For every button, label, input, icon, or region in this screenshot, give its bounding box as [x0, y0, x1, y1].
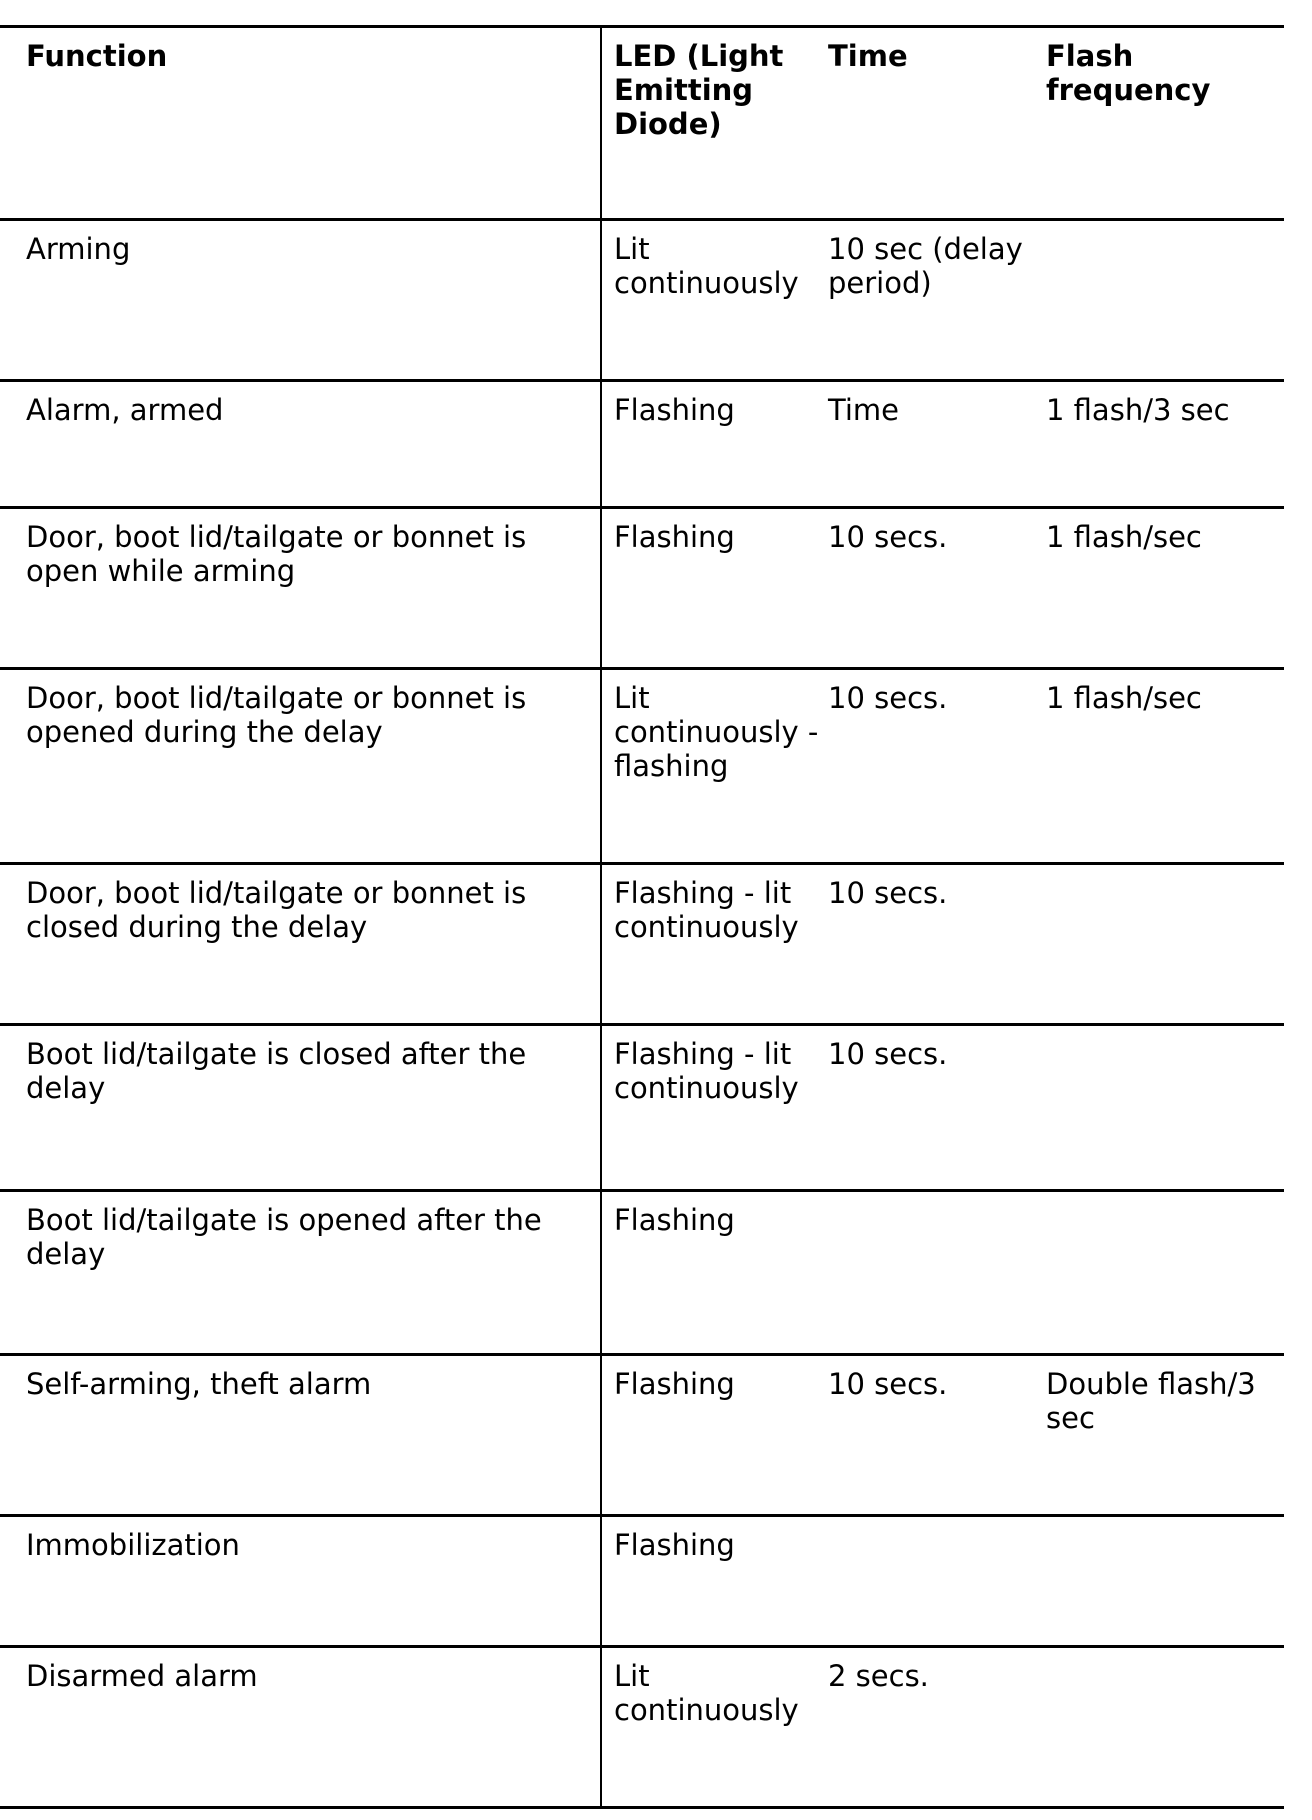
- cell-flash: [1040, 220, 1284, 381]
- table-row: [0, 1025, 1284, 1191]
- cell-flash: 1 flash/sec: [1046, 681, 1202, 715]
- header-flash-frequency: Flash frequency: [1046, 39, 1211, 107]
- header-led: LED (Light Emitting Diode): [614, 39, 784, 141]
- cell-time: 10 secs.: [828, 520, 948, 554]
- cell-led: Flashing: [614, 393, 735, 427]
- cell-led: Flashing - lit continuously: [614, 1037, 799, 1105]
- table-row: [0, 220, 1284, 381]
- cell-led: Lit continuously: [614, 232, 799, 300]
- table-row: [0, 1647, 1284, 1808]
- cell-function: Door, boot lid/tailgate or bonnet is closed during the delay: [0, 864, 601, 1025]
- header-function: Function: [0, 27, 601, 220]
- cell-time: Time: [828, 393, 899, 427]
- cell-function: Immobilization: [0, 1516, 601, 1647]
- cell-function: Arming: [0, 220, 601, 381]
- cell-flash: [1040, 1191, 1284, 1355]
- table-row: [0, 508, 1284, 669]
- cell-flash: 1 flash/sec: [1046, 520, 1202, 554]
- cell-flash: [1040, 1025, 1284, 1191]
- cell-time: [822, 1516, 1040, 1647]
- cell-flash: [1040, 1516, 1284, 1647]
- cell-function: Door, boot lid/tailgate or bonnet is opened during the delay: [0, 669, 601, 864]
- cell-time: 10 sec (delay period): [828, 232, 1023, 300]
- cell-time: 10 secs.: [828, 876, 948, 910]
- cell-time: 10 secs.: [828, 681, 948, 715]
- table-row: [0, 1516, 1284, 1647]
- table-row: [0, 669, 1284, 864]
- cell-time: 10 secs.: [828, 1367, 948, 1401]
- cell-led: Lit continuously - flashing: [614, 681, 819, 783]
- cell-function: Boot lid/tailgate is opened after the delay: [0, 1191, 601, 1355]
- cell-function: Door, boot lid/tailgate or bonnet is open while arming: [0, 508, 601, 669]
- header-time: Time: [828, 39, 908, 73]
- table-row: [0, 1355, 1284, 1516]
- cell-time: [822, 1191, 1040, 1355]
- cell-led: Flashing: [614, 1203, 735, 1237]
- table-row: [0, 1191, 1284, 1355]
- table-row: [0, 381, 1284, 508]
- table-header-row: [0, 27, 1284, 220]
- cell-time: 10 secs.: [828, 1037, 948, 1071]
- cell-function: Alarm, armed: [0, 381, 601, 508]
- cell-led: Flashing: [614, 1528, 735, 1562]
- cell-function: Boot lid/tailgate is closed after the delay: [0, 1025, 601, 1191]
- cell-flash: [1040, 864, 1284, 1025]
- cell-function: Self-arming, theft alarm: [0, 1355, 601, 1516]
- cell-flash: Double flash/3 sec: [1046, 1367, 1256, 1435]
- cell-led: Flashing: [614, 1367, 735, 1401]
- cell-flash: 1 flash/3 sec: [1046, 393, 1230, 427]
- cell-led: Flashing: [614, 520, 735, 554]
- cell-led: Flashing - lit continuously: [614, 876, 799, 944]
- table-row: [0, 864, 1284, 1025]
- cell-led: Lit continuously: [614, 1659, 799, 1727]
- cell-flash: [1040, 1647, 1284, 1808]
- led-function-table: [0, 25, 1284, 1809]
- cell-time: 2 secs.: [828, 1659, 929, 1693]
- cell-function: Disarmed alarm: [0, 1647, 601, 1808]
